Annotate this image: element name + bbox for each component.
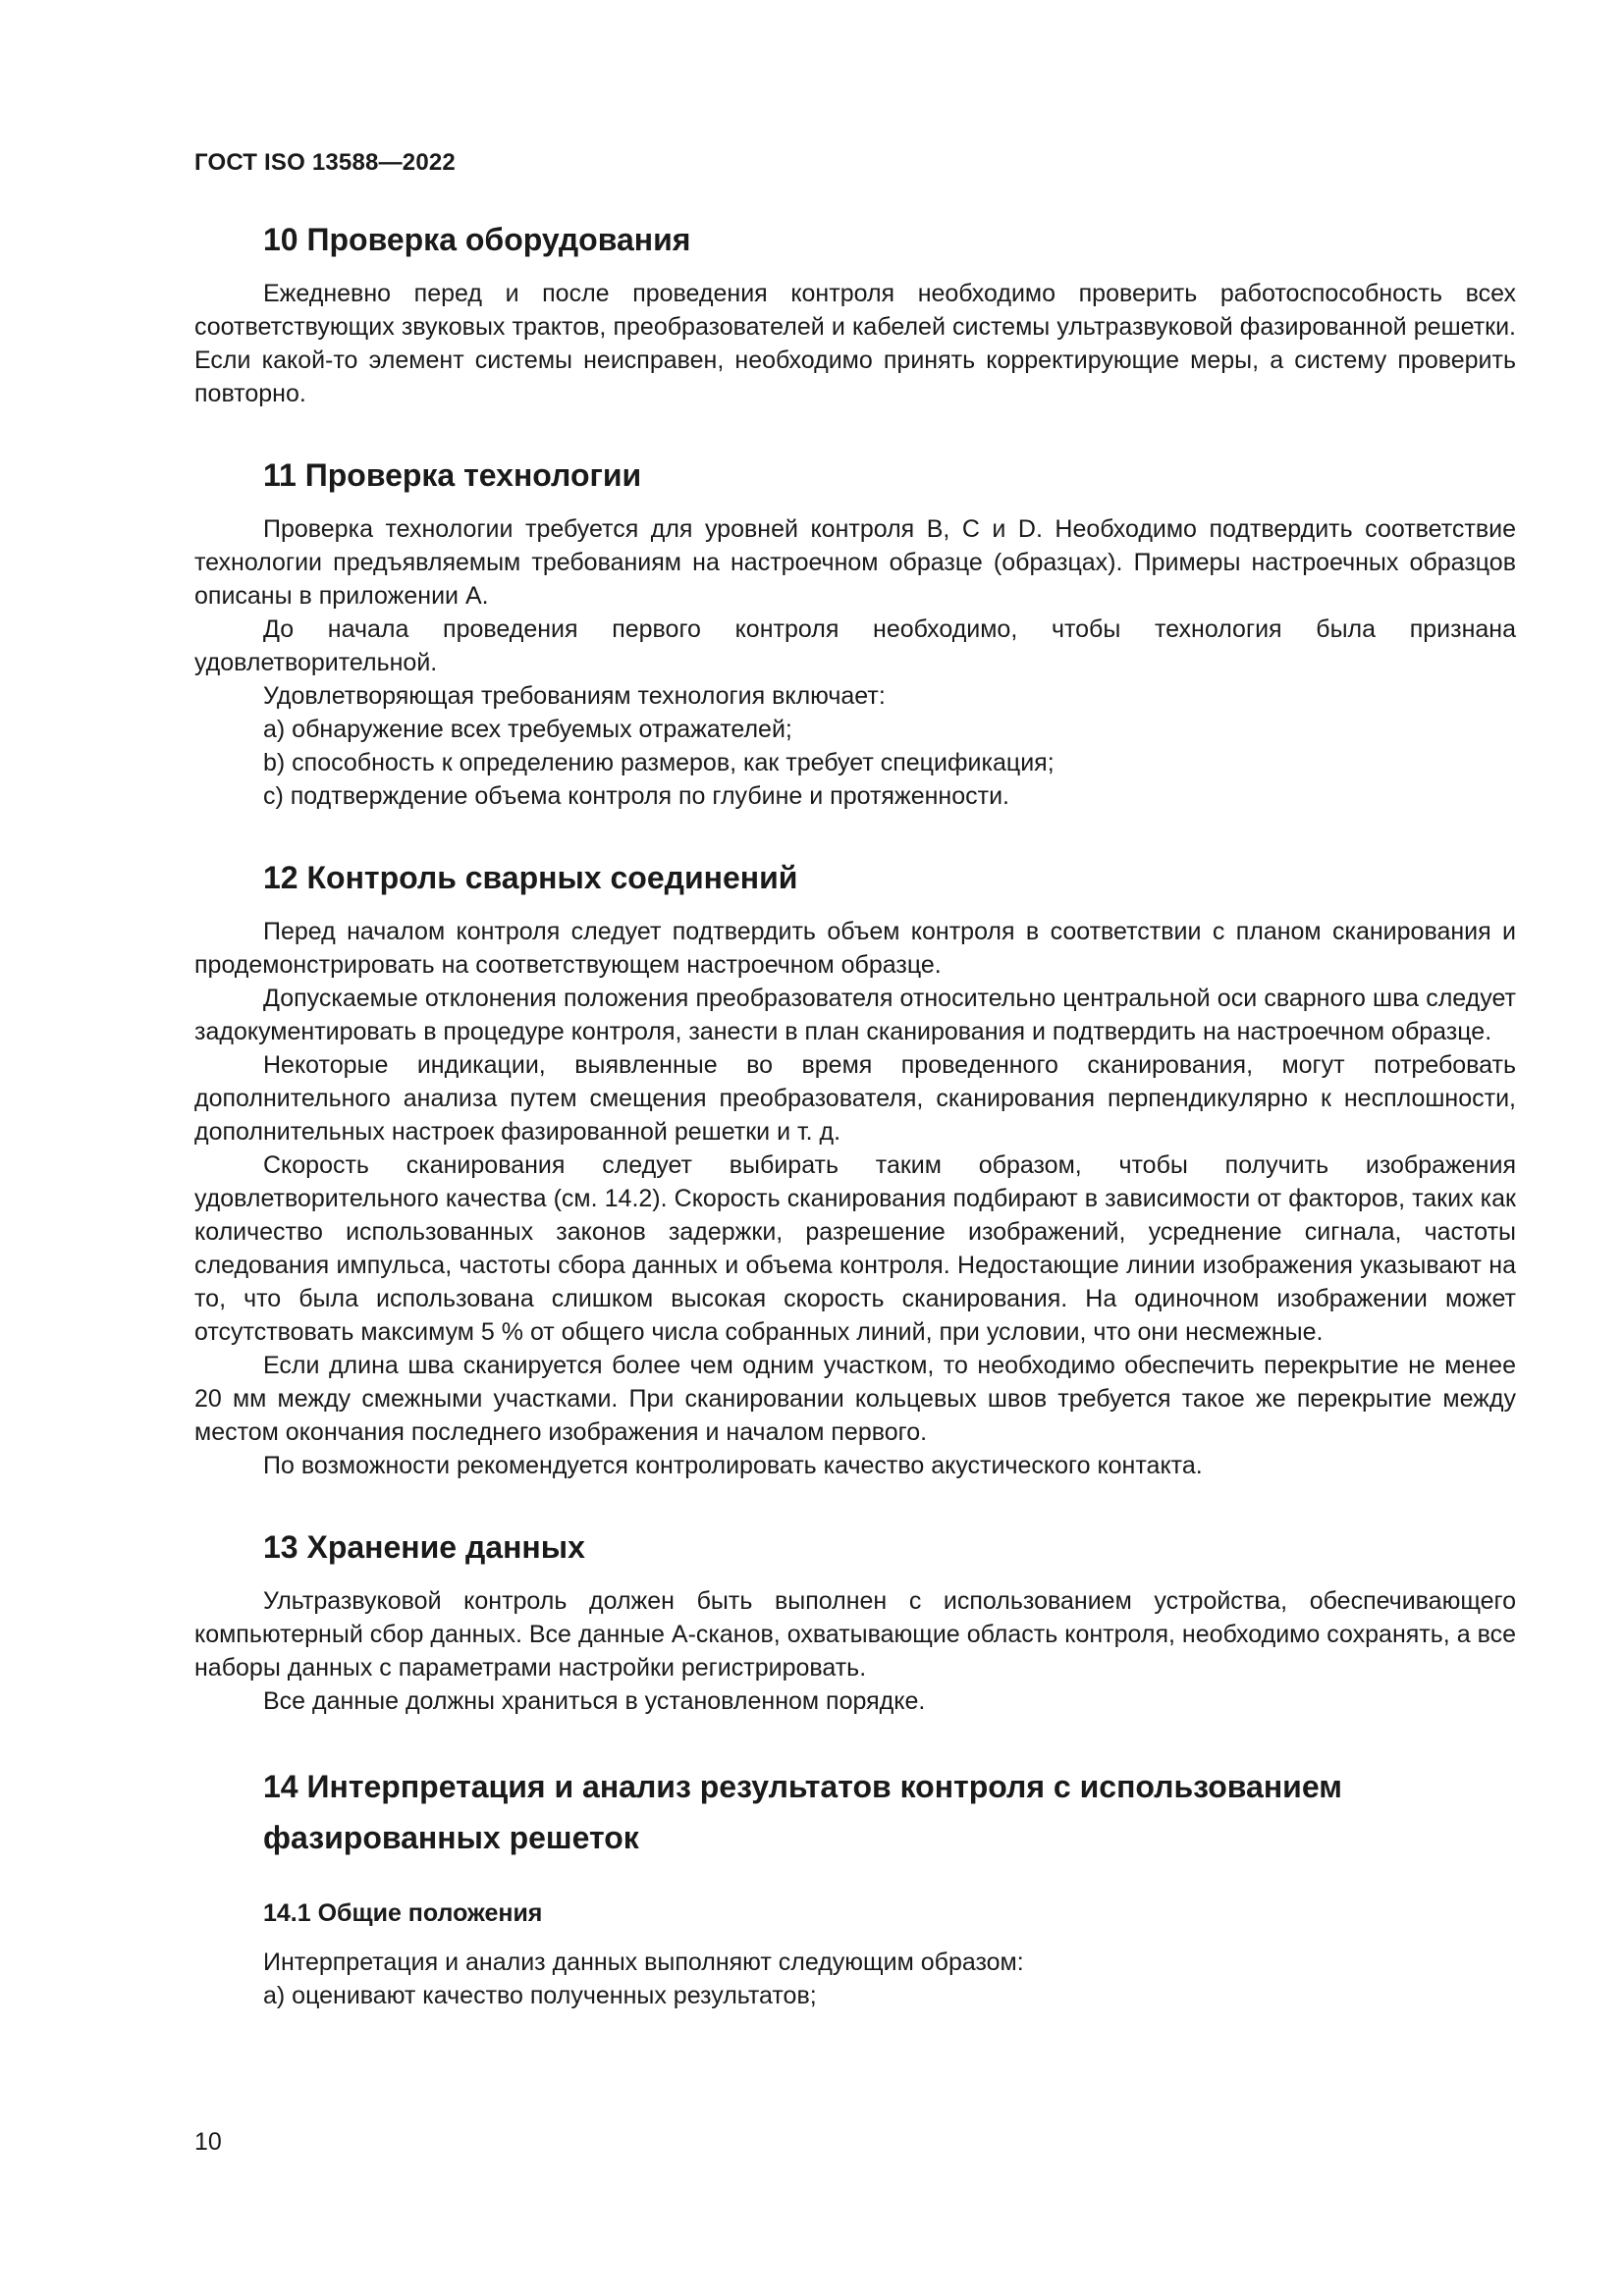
section-12-paragraph-5: Если длина шва сканируется более чем одним участком, то необходимо обеспечить перекрытие не менее 20 мм между смежными участками. При сканировании кольцевых швов требуется такое же перекрытие между местом окончания последнего изображения и началом первого.: [194, 1352, 1516, 1446]
section-13-paragraph-2: Все данные должны храниться в установленном порядке.: [263, 1687, 926, 1715]
section-12-paragraph-4: Скорость сканирования следует выбирать таким образом, чтобы получить изображения удовлетворительного качества (см. 14.2). Скорость сканирования подбирают в зависимости от факторов, таких как количество использованных законов задержки, разрешение изображений, усреднение сигнала, частоты следования импульса, частоты сбора данных и объема контроля. Недостающие линии изображения указывают на то, что была использована слишком высокая скорость сканирования. На одиночном изображении может отсутствовать максимум 5 % от общего числа собранных линий, при условии, что они несмежные.: [194, 1151, 1516, 1346]
section-12-paragraph-3: Некоторые индикации, выявленные во время проведенного сканирования, могут потребовать дополнительного анализа путем смещения преобразователя, сканирования перпендикулярно к несплошности, дополнительных настроек фазированной решетки и т. д.: [194, 1051, 1516, 1146]
section-10-title: 10 Проверка оборудования: [263, 222, 691, 257]
section-11-list-item-b: b) способность к определению размеров, как требует спецификация;: [263, 749, 1055, 776]
document-header: ГОСТ ISO 13588—2022: [194, 149, 456, 176]
section-14-paragraph-1: Интерпретация и анализ данных выполняют следующим образом:: [263, 1949, 1024, 1976]
section-13-paragraph-1: Ультразвуковой контроль должен быть выполнен с использованием устройства, обеспечивающего компьютерный сбор данных. Все данные А-сканов, охватывающие область контроля, необходимо сохранять, а все наборы данных с параметрами настройки регистрировать.: [194, 1587, 1516, 1682]
subsection-14-1-title: 14.1 Общие положения: [263, 1899, 543, 1927]
section-14-title-line-1: 14 Интерпретация и анализ результатов контроля с использованием: [263, 1769, 1342, 1804]
page-number: 10: [194, 2128, 222, 2156]
section-11-paragraph-1: Проверка технологии требуется для уровней контроля В, С и D. Необходимо подтвердить соответствие технологии предъявляемым требованиям на настроечном образце (образцах). Примеры настроечных образцов описаны в приложении А.: [194, 515, 1516, 610]
section-12-paragraph-6: По возможности рекомендуется контролировать качество акустического контакта.: [263, 1452, 1203, 1479]
section-11-list-item-c: c) подтверждение объема контроля по глубине и протяженности.: [263, 782, 1009, 810]
section-11-list-item-a: а) обнаружение всех требуемых отражателей;: [263, 716, 792, 743]
section-14-title-line-2: фазированных решеток: [263, 1820, 639, 1855]
section-12-paragraph-1: Перед началом контроля следует подтвердить объем контроля в соответствии с планом сканирования и продемонстрировать на соответствующем настроечном образце.: [194, 918, 1516, 979]
page-content: [194, 218, 1516, 2012]
section-10-paragraph: Ежедневно перед и после проведения контроля необходимо проверить работоспособность всех соответствующих звуковых трактов, преобразователей и кабелей системы ультразвуковой фазированной решетки. Если какой-то элемент системы неисправен, необходимо принять корректирующие меры, а систему проверить повторно.: [194, 280, 1516, 407]
section-12-title: 12 Контроль сварных соединений: [263, 860, 798, 895]
section-12-paragraph-2: Допускаемые отклонения положения преобразователя относительно центральной оси сварного шва следует задокументировать в процедуре контроля, занести в план сканирования и подтвердить на настроечном образце.: [194, 985, 1516, 1045]
section-13-title: 13 Хранение данных: [263, 1529, 585, 1565]
section-14-title: [263, 1761, 1516, 1863]
section-11-title: 11 Проверка технологии: [263, 457, 642, 493]
section-11-paragraph-2: До начала проведения первого контроля необходимо, чтобы технология была признана удовлетворительной.: [194, 615, 1516, 676]
section-14-list-item-a: а) оценивают качество полученных результатов;: [263, 1982, 817, 2009]
section-11-paragraph-3: Удовлетворяющая требованиям технология включает:: [263, 682, 886, 710]
